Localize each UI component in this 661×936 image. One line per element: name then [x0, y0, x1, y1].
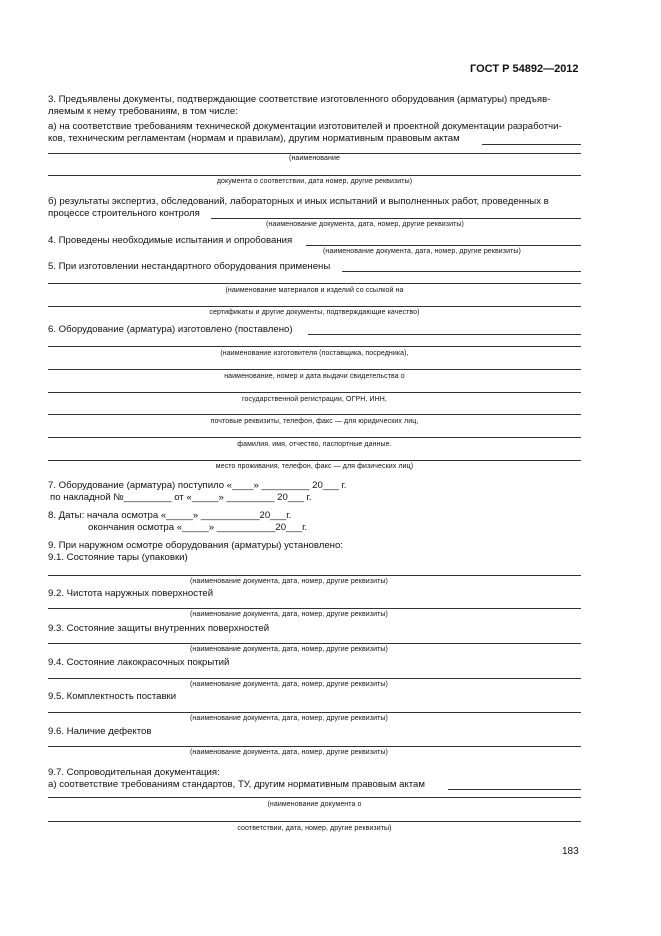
note-conformity-doc: документа о соответствии, дата номер, другие реквизиты) — [216, 178, 413, 185]
section-8-line2: окончания осмотра «_____» ___________20___г. — [88, 522, 308, 533]
fill-line[interactable] — [48, 712, 581, 713]
fill-line[interactable] — [48, 392, 581, 393]
fill-line[interactable] — [48, 643, 581, 644]
note-manufacturer: (наименование изготовителя (поставщика, посредника), — [220, 350, 409, 357]
fill-line[interactable] — [48, 678, 581, 679]
fill-line[interactable] — [48, 460, 581, 461]
section-9-7: 9.7. Сопроводительная документация: — [48, 767, 220, 778]
section-9-2: 9.2. Чистота наружных поверхностей — [48, 588, 214, 599]
fill-line[interactable] — [48, 306, 581, 307]
page-number: 183 — [562, 846, 579, 857]
section-6: 6. Оборудование (арматура) изготовлено (поставлено) — [48, 324, 293, 335]
fill-line[interactable] — [448, 789, 581, 790]
note-naming: (наименование — [289, 155, 340, 162]
fill-line[interactable] — [48, 283, 581, 284]
section-3a-line2: ков, техническим регламентам (нормам и правилам), другим нормативным правовым актам — [48, 133, 460, 144]
section-3a-line1: а) на соответствие требованиям технической документации изготовителей и проектной документации разработчи- — [48, 121, 562, 132]
note-individuals: место проживания, телефон, факс — для физических лиц) — [215, 463, 414, 470]
note-doc-details: (наименование документа, дата, номер, другие реквизиты) — [190, 715, 388, 722]
fill-line[interactable] — [48, 575, 581, 576]
section-3-line1: 3. Предъявлены документы, подтверждающие соответствие изготовленного оборудования (арматуры) предъяв- — [48, 94, 551, 105]
section-3b-line2: процессе строительного контроля — [48, 208, 200, 219]
section-9-6: 9.6. Наличие дефектов — [48, 726, 152, 737]
note-doc-details: (наименование документа, дата, номер, другие реквизиты) — [266, 221, 464, 228]
fill-line[interactable] — [211, 218, 581, 219]
note-certificate-name: наименование, номер и дата выдачи свидетельства о — [224, 373, 405, 380]
fill-line[interactable] — [48, 153, 581, 154]
section-4: 4. Проведены необходимые испытания и опробования — [48, 235, 293, 246]
section-8-line1: 8. Даты: начала осмотра «_____» ___________20___г. — [48, 510, 292, 521]
note-doc-details: (наименование документа, дата, номер, другие реквизиты) — [323, 248, 521, 255]
document-header: ГОСТ Р 54892—2012 — [470, 63, 579, 75]
note-certificates: сертификаты и другие документы, подтверждающие качество) — [209, 309, 420, 316]
fill-line[interactable] — [48, 346, 581, 347]
fill-line[interactable] — [482, 144, 581, 145]
fill-line[interactable] — [48, 437, 581, 438]
fill-line[interactable] — [48, 175, 581, 176]
note-doc-details: (наименование документа, дата, номер, другие реквизиты) — [190, 611, 388, 618]
fill-line[interactable] — [48, 746, 581, 747]
note-doc-details: (наименование документа, дата, номер, другие реквизиты) — [190, 681, 388, 688]
section-9-3: 9.3. Состояние защиты внутренних поверхностей — [48, 623, 270, 634]
fill-line[interactable] — [48, 797, 581, 798]
fill-line[interactable] — [308, 334, 581, 335]
note-document: (наименование документа о — [267, 801, 362, 808]
section-3b-line1: б) результаты экспертиз, обследований, лабораторных и иных испытаний и выполненных работ, проведенных в — [48, 196, 549, 207]
fill-line[interactable] — [306, 245, 581, 246]
note-doc-details: (наименование документа, дата, номер, другие реквизиты) — [190, 749, 388, 756]
section-7-line2: по накладной №_________ от «_____» _________ 20___ г. — [50, 492, 312, 503]
note-materials: (наименование материалов и изделий со ссылкой на — [225, 287, 404, 294]
note-registration: государственной регистрации, ОГРН, ИНН, — [242, 396, 387, 403]
section-3-line2: ляемым к нему требованиям, в том числе: — [48, 106, 238, 117]
section-7-line1: 7. Оборудование (арматура) поступило «____» _________ 20___ г. — [48, 480, 347, 491]
fill-line[interactable] — [342, 271, 581, 272]
section-9-1: 9.1. Состояние тары (упаковки) — [48, 552, 188, 563]
section-9-5: 9.5. Комплектность поставки — [48, 691, 177, 702]
section-9-7a: а) соответствие требованиям стандартов, ТУ, другим нормативным правовым актам — [48, 779, 425, 790]
note-person-name: фамилия. имя, отчество, паспортные данные. — [237, 441, 392, 448]
note-legal-entities: почтовые реквизиты, телефон, факс — для юридических лиц, — [210, 418, 419, 425]
section-5: 5. При изготовлении нестандартного оборудования применены — [48, 261, 331, 272]
fill-line[interactable] — [48, 369, 581, 370]
section-9-4: 9.4. Состояние лакокрасочных покрытий — [48, 657, 230, 668]
note-doc-details: (наименование документа, дата, номер, другие реквизиты) — [190, 646, 388, 653]
fill-line[interactable] — [48, 608, 581, 609]
fill-line[interactable] — [48, 821, 581, 822]
note-conformity-details: соответствии, дата, номер, другие реквизиты) — [237, 825, 392, 832]
fill-line[interactable] — [48, 414, 581, 415]
note-doc-details: (наименование документа, дата, номер, другие реквизиты) — [190, 578, 388, 585]
section-9: 9. При наружном осмотре оборудования (арматуры) установлено: — [48, 540, 343, 551]
